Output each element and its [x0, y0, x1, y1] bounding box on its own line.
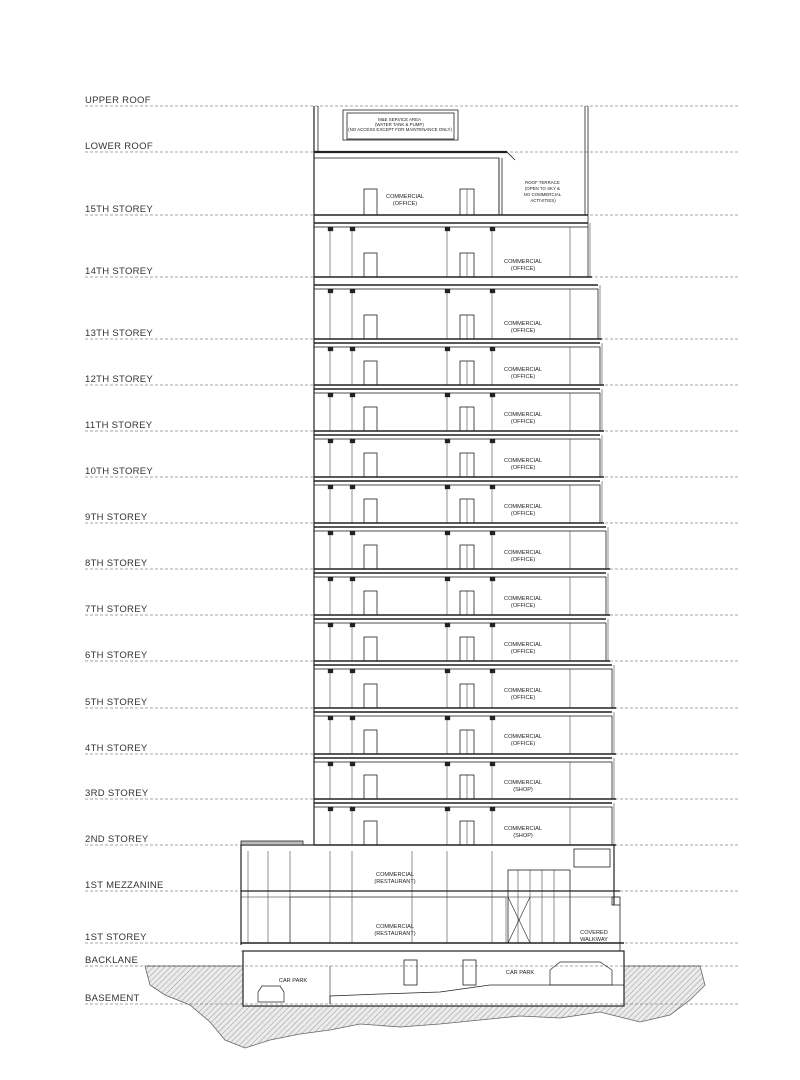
beam-stub	[328, 807, 333, 811]
level-label: 10TH STOREY	[85, 466, 154, 477]
beam-stub	[490, 623, 495, 627]
podium-roof	[241, 841, 303, 845]
beam-stub	[328, 393, 333, 397]
door	[364, 189, 377, 215]
level-label: 9TH STOREY	[85, 512, 148, 523]
level-label: BASEMENT	[85, 993, 140, 1004]
beam-stub	[445, 227, 450, 231]
beam-stub	[490, 807, 495, 811]
storey-box	[314, 716, 612, 754]
door	[364, 453, 377, 477]
storey-box	[314, 807, 612, 845]
door	[364, 407, 377, 431]
beam-stub	[445, 669, 450, 673]
walkway-post-base	[612, 897, 620, 905]
beam-stub	[328, 439, 333, 443]
beam-stub	[328, 669, 333, 673]
beam-stub	[350, 623, 355, 627]
beam-stub	[490, 289, 495, 293]
level-label: 1ST STOREY	[85, 932, 147, 943]
beam-stub	[328, 762, 333, 766]
level-label: UPPER ROOF	[85, 95, 151, 106]
room-label-9th: COMMERCIAL (OFFICE)	[504, 504, 542, 517]
room-label-5th: COMMERCIAL (OFFICE)	[504, 688, 542, 701]
room-label-14th: COMMERCIAL (OFFICE)	[504, 259, 542, 272]
beam-stub	[350, 485, 355, 489]
storey-box	[314, 439, 600, 477]
beam-stub	[350, 439, 355, 443]
level-label: 13TH STOREY	[85, 328, 154, 339]
beam-stub	[490, 716, 495, 720]
beam-stub	[445, 485, 450, 489]
door	[364, 637, 377, 661]
beam-stub	[490, 577, 495, 581]
level-label: 14TH STOREY	[85, 266, 154, 277]
ground	[145, 966, 705, 1048]
beam-stub	[328, 716, 333, 720]
beam-stub	[350, 531, 355, 535]
beam-stub	[490, 227, 495, 231]
beam-stub	[490, 762, 495, 766]
level-label: BACKLANE	[85, 955, 139, 966]
beam-stub	[350, 669, 355, 673]
beam-stub	[328, 485, 333, 489]
room-label-car-park-right: CAR PARK	[505, 970, 535, 976]
beam-stub	[328, 531, 333, 535]
beam-stub	[445, 439, 450, 443]
level-label: LOWER ROOF	[85, 141, 153, 152]
room-label-6th: COMMERCIAL (OFFICE)	[504, 642, 542, 655]
beam-stub	[328, 289, 333, 293]
beam-stub	[350, 227, 355, 231]
beam-stub	[490, 669, 495, 673]
room-label-15th: COMMERCIAL (OFFICE)	[386, 194, 424, 207]
level-label: 1ST MEZZANINE	[85, 880, 164, 891]
room-label-3rd: COMMERCIAL (SHOP)	[504, 780, 542, 793]
door	[364, 730, 377, 754]
beam-stub	[350, 289, 355, 293]
beam-stub	[445, 577, 450, 581]
level-label: 6TH STOREY	[85, 650, 148, 661]
beam-stub	[350, 347, 355, 351]
beam-stub	[328, 347, 333, 351]
beam-stub	[490, 393, 495, 397]
beam-stub	[445, 623, 450, 627]
building-section	[241, 106, 624, 1006]
beam-stub	[350, 393, 355, 397]
roof-edge	[507, 152, 515, 160]
beam-stub	[328, 623, 333, 627]
level-label: 2ND STOREY	[85, 834, 149, 845]
beam-stub	[350, 807, 355, 811]
storey-box	[314, 485, 600, 523]
room-label-12th: COMMERCIAL (OFFICE)	[504, 367, 542, 380]
door	[364, 315, 377, 339]
beam-stub	[350, 716, 355, 720]
door	[364, 545, 377, 569]
level-label: 5TH STOREY	[85, 697, 148, 708]
room-label-4th: COMMERCIAL (OFFICE)	[504, 734, 542, 747]
level-label: 15TH STOREY	[85, 204, 154, 215]
storey-box	[314, 669, 612, 708]
room-label-covered-walkway: COVERED WALKWAY	[580, 930, 608, 943]
beam-stub	[445, 531, 450, 535]
room-label-mezzanine: COMMERCIAL (RESTAURANT)	[374, 872, 416, 885]
beam-stub	[445, 807, 450, 811]
beam-stub	[350, 577, 355, 581]
room-label-7th: COMMERCIAL (OFFICE)	[504, 596, 542, 609]
storey-box	[314, 289, 598, 339]
door	[364, 361, 377, 385]
level-label: 12TH STOREY	[85, 374, 154, 385]
room-label-8th: COMMERCIAL (OFFICE)	[504, 550, 542, 563]
beam-stub	[445, 289, 450, 293]
door	[364, 499, 377, 523]
canopy-box	[574, 849, 610, 867]
room-labels	[279, 194, 608, 984]
level-label: 11TH STOREY	[85, 420, 153, 431]
beam-stub	[328, 577, 333, 581]
podium-left-face	[241, 845, 314, 945]
beam-stub	[328, 227, 333, 231]
level-label: 3RD STOREY	[85, 788, 149, 799]
beam-stub	[445, 716, 450, 720]
roof-terrace-note: ROOF TERRACE (OPEN TO SKY & NO COMMERCIAL ACTIVITIES)	[523, 180, 562, 203]
beam-stub	[445, 393, 450, 397]
door	[364, 684, 377, 708]
door	[364, 591, 377, 615]
stair-core	[508, 870, 570, 943]
beam-stub	[490, 531, 495, 535]
level-lines	[85, 106, 740, 1004]
room-label-10th: COMMERCIAL (OFFICE)	[504, 458, 542, 471]
service-area-note: M&E SERVICE AREA (WATER TANK & PUMP) (NO ACCESS EXCEPT FOR MAINTENANCE ONLY)	[348, 117, 452, 132]
level-label: 4TH STOREY	[85, 743, 148, 754]
beam-stub	[490, 485, 495, 489]
beam-stub	[445, 762, 450, 766]
room-label-2nd: COMMERCIAL (SHOP)	[504, 826, 542, 839]
level-labels	[85, 95, 164, 1004]
level-label: 7TH STOREY	[85, 604, 148, 615]
storey-box	[314, 762, 612, 799]
room-label-1st: COMMERCIAL (RESTAURANT)	[374, 924, 416, 937]
storey-box	[314, 347, 600, 385]
door	[364, 821, 377, 845]
room-label-13th: COMMERCIAL (OFFICE)	[504, 321, 542, 334]
door	[364, 253, 377, 277]
beam-stub	[490, 439, 495, 443]
level-label: 8TH STOREY	[85, 558, 148, 569]
storey-box	[314, 227, 588, 277]
beam-stub	[445, 347, 450, 351]
room-label-car-park-left: CAR PARK	[278, 978, 308, 984]
beam-stub	[490, 347, 495, 351]
room-label-11th: COMMERCIAL (OFFICE)	[504, 412, 542, 425]
beam-stub	[350, 762, 355, 766]
storey-box	[314, 393, 600, 431]
notes	[348, 117, 562, 203]
door	[364, 775, 377, 799]
